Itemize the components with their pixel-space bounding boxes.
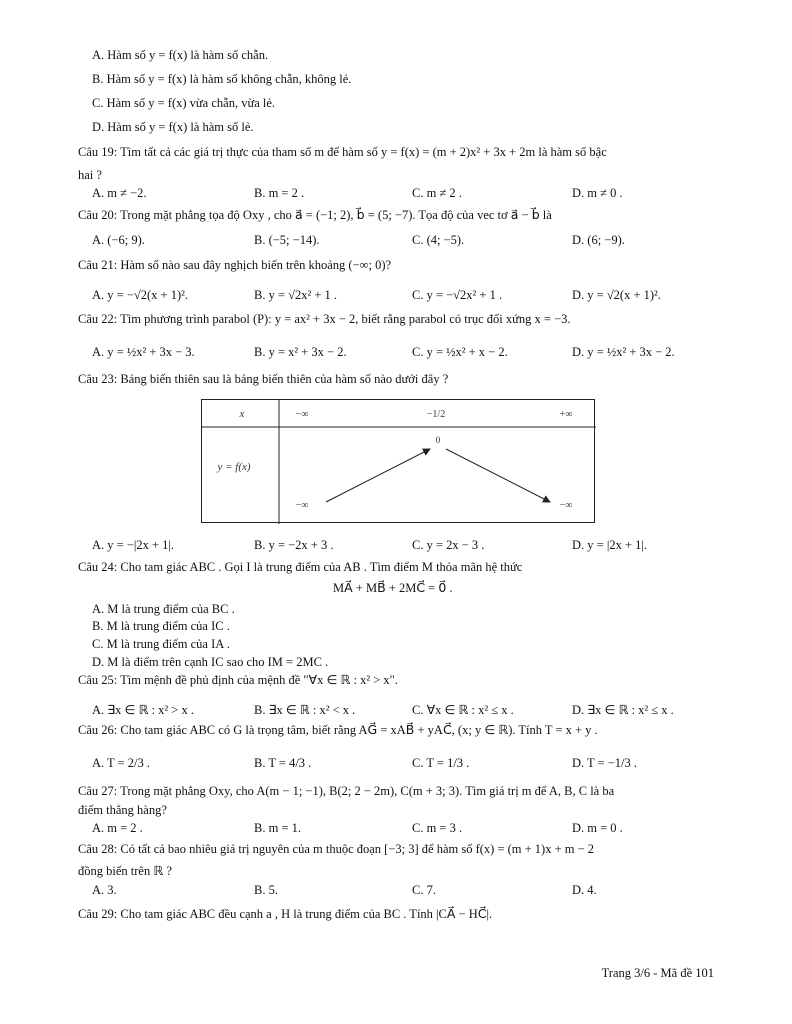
- q21-option-a: A. y = −√2(x + 1)².: [92, 288, 188, 302]
- question-23: Câu 23: Bảng biến thiên sau là bảng biến thiên của hàm số nào dưới đây ?: [78, 372, 449, 386]
- q22-option-a: A. y = ½x² + 3x − 3.: [92, 345, 195, 359]
- row-label-y: y = f(x): [217, 461, 251, 473]
- q26-option-d: D. T = −1/3 .: [572, 756, 638, 770]
- q22-option-d: D. y = ½x² + 3x − 2.: [572, 345, 675, 359]
- q25-option-b: B. ∃x ∈ ℝ : x² < x .: [254, 703, 356, 717]
- q27-option-b: B. m = 1.: [254, 821, 301, 835]
- q24-option-a: A. M là trung điểm của BC .: [92, 602, 235, 616]
- q22-option-c: C. y = ½x² + x − 2.: [412, 345, 508, 359]
- q23-option-c: C. y = 2x − 3 .: [412, 538, 485, 552]
- q25-option-d: D. ∃x ∈ ℝ : x² ≤ x .: [572, 703, 674, 717]
- q25-option-c: C. ∀x ∈ ℝ : x² ≤ x .: [412, 703, 514, 717]
- q23-option-d: D. y = |2x + 1|.: [572, 538, 648, 552]
- question-27-cont: điểm thẳng hàng?: [78, 803, 167, 817]
- q19-option-b: B. m = 2 .: [254, 186, 305, 200]
- q27-option-a: A. m = 2 .: [92, 821, 143, 835]
- question-19: Câu 19: Tìm tất cả các giá trị thực của tham số m để hàm số y = f(x) = (m + 2)x² + 3x + 2m là hàm số bậc: [78, 145, 607, 159]
- q18-option-a: A. Hàm số y = f(x) là hàm số chẵn.: [92, 48, 269, 62]
- variation-table-svg: [202, 400, 596, 524]
- q19-options: [92, 185, 712, 201]
- question-28-cont: đồng biến trên ℝ ?: [78, 864, 172, 878]
- q24-option-b: B. M là trung điểm của IC .: [92, 619, 230, 633]
- row-label-x: x: [239, 408, 245, 420]
- q22-option-b: B. y = x² + 3x − 2.: [254, 345, 347, 359]
- y-left-value: −∞: [295, 500, 309, 511]
- increasing-arrow: [326, 449, 430, 502]
- q21-option-c: C. y = −√2x² + 1 .: [412, 288, 503, 302]
- q27-option-c: C. m = 3 .: [412, 821, 463, 835]
- y-peak-value: 0: [435, 435, 441, 445]
- page-footer: Trang 3/6 - Mã đề 101: [601, 966, 714, 980]
- x-neg-infinity: −∞: [295, 409, 309, 420]
- question-24-equation: MA⃗ + MB⃗ + 2MC⃗ = 0⃗ .: [333, 581, 453, 595]
- q26-option-c: C. T = 1/3 .: [412, 756, 470, 770]
- q19-option-c: C. m ≠ 2 .: [412, 186, 462, 200]
- q25-option-a: A. ∃x ∈ ℝ : x² > x .: [92, 703, 194, 717]
- q28-option-d: D. 4.: [572, 883, 597, 897]
- question-26: Câu 26: Cho tam giác ABC có G là trọng tâm, biết rằng AG⃗ = xAB⃗ + yAC⃗, (x; y ∈ ℝ). Tính T = x + y .: [78, 723, 598, 737]
- question-21: Câu 21: Hàm số nào sau đây nghịch biến trên khoảng (−∞; 0)?: [78, 258, 392, 272]
- q26-option-b: B. T = 4/3 .: [254, 756, 312, 770]
- question-29: Câu 29: Cho tam giác ABC đều cạnh a , H là trung điểm của BC . Tính |CA⃗ − HC⃗|.: [78, 907, 493, 921]
- q18-option-d: D. Hàm số y = f(x) là hàm số lẻ.: [92, 120, 254, 134]
- variation-table: [201, 399, 595, 523]
- q24-option-d: D. M là điểm trên cạnh IC sao cho IM = 2MC .: [92, 655, 329, 669]
- question-19-cont: hai ?: [78, 168, 102, 182]
- q28-option-b: B. 5.: [254, 883, 278, 897]
- q28-option-a: A. 3.: [92, 883, 117, 897]
- q23-option-a: A. y = −|2x + 1|.: [92, 538, 175, 552]
- q28-option-c: C. 7.: [412, 883, 436, 897]
- q22-options: [92, 344, 712, 360]
- q20-option-b: B. (−5; −14).: [254, 233, 320, 247]
- question-27: Câu 27: Trong mặt phẳng Oxy, cho A(m − 1; −1), B(2; 2 − 2m), C(m + 3; 3). Tìm giá trị m để A, B, C là ba: [78, 784, 615, 798]
- q27-options: [92, 820, 712, 836]
- x-pos-infinity: +∞: [559, 409, 573, 420]
- question-20: Câu 20: Trong mặt phẳng tọa độ Oxy , cho a⃗ = (−1; 2), b⃗ = (5; −7). Tọa độ của vec tơ a⃗ − b⃗ là: [78, 208, 552, 222]
- question-25: Câu 25: Tìm mệnh đề phủ định của mệnh đề "∀x ∈ ℝ : x² > x".: [78, 673, 398, 687]
- q20-option-d: D. (6; −9).: [572, 233, 625, 247]
- q21-option-d: D. y = √2(x + 1)².: [572, 288, 661, 302]
- q23-options: [92, 537, 712, 553]
- q18-option-b: B. Hàm số y = f(x) là hàm số không chẵn, không lẻ.: [92, 72, 352, 86]
- q27-option-d: D. m = 0 .: [572, 821, 623, 835]
- q21-options: [92, 287, 712, 303]
- q23-option-b: B. y = −2x + 3 .: [254, 538, 334, 552]
- question-24: Câu 24: Cho tam giác ABC . Gọi I là trung điểm của AB . Tìm điểm M thỏa mãn hệ thức: [78, 560, 523, 574]
- q24-option-c: C. M là trung điểm của IA .: [92, 637, 230, 651]
- question-22: Câu 22: Tìm phương trình parabol (P): y = ax² + 3x − 2, biết rằng parabol có trục đối xứng x = −3.: [78, 312, 571, 326]
- q21-option-b: B. y = √2x² + 1 .: [254, 288, 338, 302]
- q28-options: [92, 882, 712, 898]
- q25-options: [92, 702, 712, 718]
- x-critical-point: −1/2: [426, 409, 446, 420]
- question-28: Câu 28: Có tất cả bao nhiêu giá trị nguyên của m thuộc đoạn [−3; 3] để hàm số f(x) = (m + 1)x + m − 2: [78, 842, 595, 856]
- q19-option-d: D. m ≠ 0 .: [572, 186, 623, 200]
- q20-option-a: A. (−6; 9).: [92, 233, 145, 247]
- y-right-value: −∞: [559, 500, 573, 511]
- q19-option-a: A. m ≠ −2.: [92, 186, 147, 200]
- q26-option-a: A. T = 2/3 .: [92, 756, 150, 770]
- q18-option-c: C. Hàm số y = f(x) vừa chẵn, vừa lẻ.: [92, 96, 276, 110]
- q26-options: [92, 755, 712, 771]
- q20-option-c: C. (4; −5).: [412, 233, 465, 247]
- q20-options: [92, 232, 712, 248]
- decreasing-arrow: [446, 449, 550, 502]
